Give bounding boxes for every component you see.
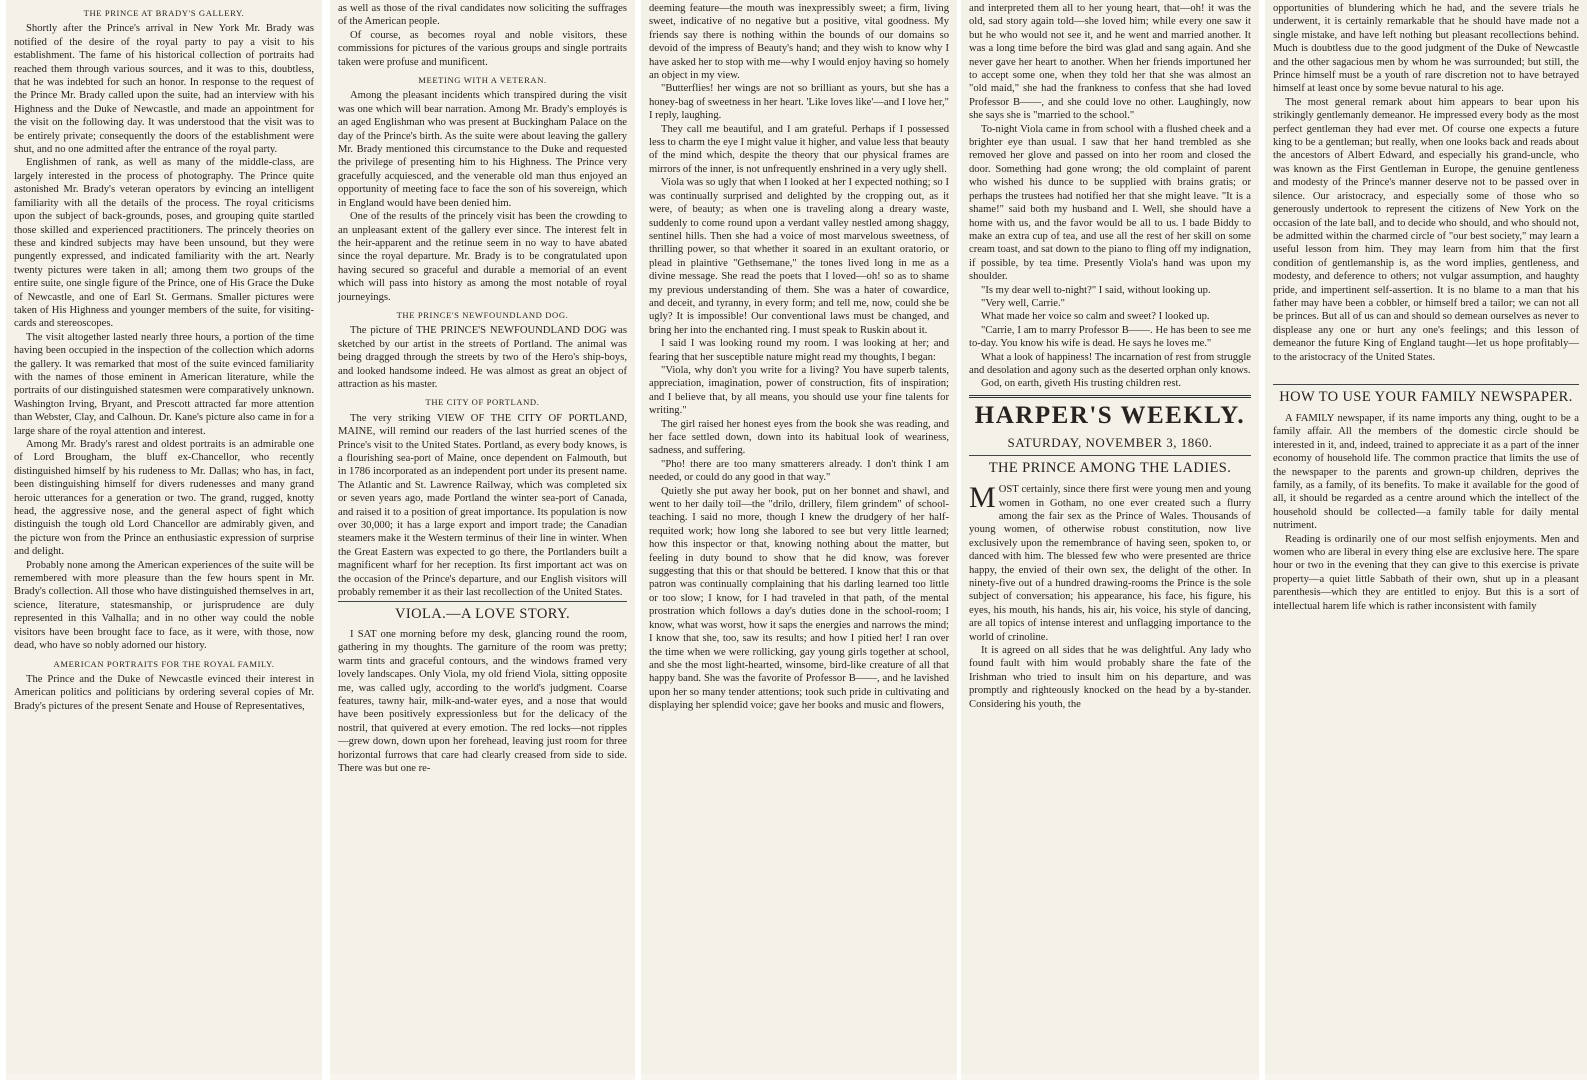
paragraph: What made her voice so calm and sweet? I looked up. <box>981 311 1210 323</box>
drop-cap: M <box>969 481 996 515</box>
paragraph-continued: as well as those of the rival candidates now soliciting the suffrages of the American people. <box>338 3 627 28</box>
divider <box>338 601 627 602</box>
paragraph: The most general remark about him appears to bear upon his strikingly gentlemanly demeanor. He impressed every body as the most perfect gentleman they had ever met. Of course one expects a future king to be a gentleman; but really, when one looks back and reads about the ancestors of Albert Edward, and especially his grand-uncle, who was known as the First Gentleman in Europe, the genuine gentleness and modesty of the Prince's manner deserve not to be passed over in silence. Our aristocracy, and especially some of those who so generously undertook to represent the citizens of New York on the occasion of the late ball, and to decide who should, and who should not, be admitted within the charmed circle of "our best society," may learn a useful lesson from him. They may learn from him that the first condition of gentlemanship is, as the word implies, gentleness, and modesty, and deference to others; not vulgar assumption, and haughty pride, and impertinent self-assertion. It is no blame to a man that his father may have been a cobbler, or himself bred a tailor; we can not all be princes. But all of us can and should so demean ourselves as never to displease any one or hurt any one's feelings; and this lesson of demeanor the future King of England taught—let us hope profitably—to the aristocracy of the United States. <box>1273 96 1579 363</box>
paragraph: Englishmen of rank, as well as many of the middle-class, are largely interested in the process of photography. The Prince quite astonished Mr. Brady's veteran operators by evincing an intelligent familiarity with all the details of the process. The royal criticisms upon the subject of back-grounds, poses, and grouping quite startled those skilled and experienced practitioners. The princely theories on these and kindred subjects may have been unsound, but they were pungently expressed, and indicated familiarity with the art. Nearly twenty pictures were taken in all; among them two groups of the entire suite, one single figure of the Prince, one of His Grace the Duke of Newcastle, and one of Earl St. Germans. Smaller pictures were taken of His Highness and younger members of the suite, for visiting-cards and stereoscopes. <box>14 157 314 330</box>
paragraph: "Carrie, I am to marry Professor B——. He has been to see me to-day. You know his wife is dead. He says he loves me." <box>969 324 1251 350</box>
divider <box>969 455 1251 456</box>
paragraph: I SAT one morning before my desk, glancing round the room, gathering in my thoughts. The garniture of the room was pretty; warm tints and graceful contours, and the windows framed very lovely landscapes. Only Viola, my old friend Viola, sitting opposite me, was called ugly, according to the world's judgment. Coarse features, tawny hair, milk-and-water eyes, and a nose that would have been positively expressionless but for the delicacy of the nostril, that quivered at every emotion. The red locks—not ripples—grew down, down upon her forehead, leaving just room for three horizontal furrows that care had clearly creased from side to side. There was but one re- <box>338 628 627 774</box>
column-5 <box>1265 0 1587 1074</box>
paragraph: Reading is ordinarily one of our most selfish enjoyments. Men and women who are liberal in every thing else are exclusive here. The spare hour or two in the evening that they can give to this exercise is private property—a quiet little Sabbath of their own, shut up in a pleasant parenthesis—which they are entitled to enjoy. But this is a sort of intellectual harem life which is rather inconsistent with family <box>1273 533 1579 612</box>
section-heading: AMERICAN PORTRAITS FOR THE ROYAL FAMILY. <box>53 658 275 669</box>
paragraph-continued: deeming feature—the mouth was inexpressibly sweet; a firm, living sweet, indicative of no negative but a positive, vital goodness. My friends say there is nothing within the bounds of our domains so devoid of the impress of Beauty's hand; and they wish to know why I have asked her to stop with me—why I would enjoy having so homely an object in my view. <box>649 3 949 82</box>
paragraph: I said I was looking round my room. I was looking at her; and fearing that her susceptible nature might read my thoughts, I began: <box>649 338 949 363</box>
paragraph: The picture of THE PRINCE'S NEWFOUNDLAND DOG was sketched by our artist in the streets of Portland. The animal was being dragged through the streets by two of the Hero's ship-boys, and looked handsome indeed. He was almost as great an object of attraction as his master. <box>338 325 627 390</box>
masthead: HARPER'S WEEKLY. <box>974 401 1246 429</box>
paragraph: "Butterflies! her wings are not so brilliant as yours, but she has a honey-bag of sweetness in her heart. 'Like loves like'—and I love her," I reply, laughing. <box>649 83 949 122</box>
spacer <box>1273 364 1579 382</box>
paragraph: "Viola, why don't you write for a living? You have superb talents, appreciation, imagination, power of construction, fits of inspiration; and I believe that, by all means, you should use your fine talents for writing." <box>649 364 949 417</box>
story-title: VIOLA.—A LOVE STORY. <box>394 606 571 623</box>
lead-paragraph <box>969 483 1251 644</box>
paragraph: The Prince and the Duke of Newcastle evinced their interest in American politics and politicians by ordering several copies of Mr. Brady's pictures of the present Senate and House of Representatives, <box>14 673 314 712</box>
paragraph: "Pho! there are too many smatterers already. I don't think I am needed, or could do any good in that way." <box>649 458 949 484</box>
paragraph: "Very well, Carrie." <box>981 297 1065 309</box>
paragraph: What a look of happiness! The incarnation of rest from struggle and desolation and agony such as the deserted orphan only knows. <box>969 351 1251 376</box>
paragraph: God, on earth, giveth His trusting children rest. <box>981 378 1182 390</box>
section-heading: MEETING WITH A VETERAN. <box>418 75 547 86</box>
paragraph: One of the results of the princely visit has been the crowding to an unpleasant extent of the gallery ever since. The interest felt in the heir-apparent and the retinue seem in no way to have abated since the royal departure. Mr. Brady is to be congratulated upon having secured so graceful and durable a memorial of an event which will pass into history as among the most notable of royal journeyings. <box>338 211 627 303</box>
paragraph-continued: and interpreted them all to her young heart, that—oh! it was the old, sad story again told—she loved him; while every one saw it but he who would not see it, and he went and married another. It was a long time before the bird was glad and sang again. And she never gave her heart to another. When her friends importuned her to accept some one, when they told her that she was almost an "old maid," she had the frankness to confess that she had loved Professor B——, and she could love no other. Laughingly, now she says she is "married to the school." <box>969 3 1251 122</box>
paragraph: The girl raised her honest eyes from the book she was reading, and her face settled down, down into its habitual look of weariness, sadness, and suffering. <box>649 418 949 457</box>
column-4 <box>961 0 1259 1074</box>
paragraph: To-night Viola came in from school with a flushed cheek and a brighter eye than usual. I saw that her hand trembled as she removed her glove and passed on into her room and closed the door. Something had gone wrong; the old complaint of parent who wished his dunce to be supplied with brains gratis; or perhaps the trustees had notified her that she might leave. "It is a shame!" said both my husband and I. Well, she should have a home with us, and the favor would be all to us. I bade Biddy to make an extra cup of tea, and use all the rest of her skill on some cream toast, and sat down to the piano to fling off my indignation, if possible, by tea time. Presently Viola's hand was upon my shoulder. <box>969 123 1251 283</box>
paragraph: Probably none among the American experiences of the suite will be remembered with more pleasure than the few hours spent in Mr. Brady's collection. All those who have distinguished themselves in art, science, literature, statesmanship, or jurisprudence are duly represented in this Valhalla; and in no other way could the noble visitors have been brought face to face, as it were, with those, now dead, who have so nobly adorned our history. <box>14 559 314 652</box>
paragraph: The very striking VIEW OF THE CITY OF PORTLAND, MAINE, will remind our readers of the last hurried scenes of the Prince's visit to the United States. Portland, as every body knows, is a flourishing sea-port of Maine, once dependent on Falmouth, but in 1786 incorporated as an independent port under its present name. The Atlantic and St. Lawrence Railway, which was completed six or seven years ago, made Portland the winter sea-port of Canada, and raised it to a position of great importance. Its population is now over 30,000; it has a large export and import trade; the Canadian steamers make it the Western terminus of their line in winter. When the Great Eastern was expected to go there, the Portlanders built a magnificent wharf for her reception. Its first important act was on the occasion of the Prince's departure, and our English visitors will probably remember it as their last recollection of the United States. <box>338 412 627 599</box>
paragraph: Viola was so ugly that when I looked at her I expected nothing; so I was continually surprised and delighted by the cropping out, as it were, of beauty; as when one is traveling along a dreary waste, suddenly to come round upon a verdant valley nestled among shaggy, sentinel hills. Then she had a voice of most marvelous sweetness, of thrilling power, so that whether it soared in an exultant oratorio, or plead in plaintive "Gethsemane," the tones lived long in me as a divine message. She read the poets that I loved—oh! so as to shame my previous understanding of them. She was a hater of cowardice, and deceit, and tyranny, in every form; and tell me, now, could she be ugly? It is impossible! Our conventional laws must be changed, and bring her into the enchanted ring. I must speak to Ruskin about it. <box>649 177 949 336</box>
column-gutter <box>322 0 330 1080</box>
article-headline: THE PRINCE AMONG THE LADIES. <box>988 460 1232 477</box>
paragraph: The visit altogether lasted nearly three hours, a portion of the time having been occupied in the inspection of the collection which adorns the gallery. It was remarked that most of the suite evinced familiarity with the names of those eminent in American literature, while the portraits of our distinguished statesmen were comparatively unknown. Washington Irving, Bryant, and Prescott attracted far more attention than Webster, Clay, and Calhoun. Dr. Kane's picture also came in for a large share of the royal attention and interest. <box>14 331 314 437</box>
paragraph: It is agreed on all sides that he was delightful. Any lady who found fault with him would probably share the fate of the Irishman who tried to insult him on his departure, and was promptly and righteously knocked on the head by a by-stander. Considering his youth, the <box>969 645 1251 710</box>
divider <box>1273 384 1579 385</box>
paragraph: Of course, as becomes royal and noble visitors, these commissions for pictures of the various groups and single portraits taken were profuse and munificent. <box>338 29 627 68</box>
article-headline: HOW TO USE YOUR FAMILY NEWSPAPER. <box>1279 388 1573 405</box>
paragraph: They call me beautiful, and I am grateful. Perhaps if I possessed less to charm the eye I might value it higher, and value less that beauty of the mind which, despite the theory that our physical frames are mirrors of the inner, is not unfrequently enshrined in a very ugly shell. <box>649 123 949 175</box>
paragraph: Shortly after the Prince's arrival in New York Mr. Brady was notified of the desire of the royal party to pay a visit to his establishment. The fame of his historical collection of portraits had reached them through various sources, and it was to this, doubtless, that he was indebted for such an honor. In response to the request of the Prince Mr. Brady called upon the suite, had an interview with his Highness and the Duke of Newcastle, and made an appointment for the visit on the following day. It was understood that the visit was to be entirely private; consequently the doors of the establishment were shut, and no one admitted after the entrance of the royal party. <box>14 23 314 156</box>
issue-dateline: SATURDAY, NOVEMBER 3, 1860. <box>1007 434 1213 450</box>
paragraph: "Is my dear well to-night?" I said, without looking up. <box>981 284 1211 296</box>
lead-paragraph-text: OST certainly, since there first were young men and young women in Gotham, no one ever created such a flurry among the fair sex as the Prince of Wales. Thousands of young women, of otherwise robust constitution, now live exclusively upon the remembrance of having seen, spoken to, or danced with him. The blessed few who were presented are thrice happy, the envied of their own sex, the delight of the other. In ninety-five out of a hundred drawing-rooms the Prince is the sole subject of conversation; his appearance, his face, his figure, his eyes, his mouth, his hands, his air, his voice, his style of dancing, are all topics of intense interest and unflagging importance to the world of crinoline. <box>969 484 1251 643</box>
paragraph: Among the pleasant incidents which transpired during the visit was one which will bear narration. Among Mr. Brady's employés is an aged Englishman who was present at Buckingham Palace on the day of the Prince's birth. As the suite were about leaving the gallery Mr. Brady mentioned this circumstance to the Duke and requested the privilege of presenting him to his Highness. The Prince very gracefully acquiesced, and the venerable old man thus enjoyed an opportunity of meeting face to face the son of his sovereign, which in England would have been denied him. <box>338 90 627 209</box>
section-heading: THE PRINCE AT BRADY'S GALLERY. <box>83 8 245 18</box>
double-divider <box>969 395 1251 398</box>
column-1 <box>6 0 322 1074</box>
section-heading: THE CITY OF PORTLAND. <box>425 397 540 408</box>
paragraph-continued: opportunities of blundering which he had, and the severe trials he underwent, it is certainly remarkable that he should have made not a single mistake, and have left nothing but pleasant recollections behind. Much is doubtless due to the good judgment of the Duke of Newcastle and the other sagacious men by whom he was surrounded; but still, the Prince himself must be a youth of rare discretion not to have betrayed himself at least once by some bevue natural to his age. <box>1273 3 1579 95</box>
paragraph: Quietly she put away her book, put on her bonnet and shawl, and went to her daily toil—the "drilo, drillery, filem grindem" of school-teaching. I said no more, though I knew the drudgery of her half-requited work; how long she labored to see but very little learned; how this inspector or that, knowing nothing about the matter, but feeling in duty bound to show that he did know, was forever suggesting that this or that should be bettered. I know that this or that patron was continually complaining that his darling learned too little or too slow; I know, for I had traveled in that path, of the mental prostration which follows a day's duties done in the school-room; I know, what was worst, how it saps the energies and narrows the mind; I know that she, too, saw its results; and how I pitied her! I ran over the time when we were rollicking, gay young girls together at school, and she the most light-hearted, winsome, bird-like creature of all that happy band. She was the favorite of Professor B——, and he lavished upon her so many tender attentions; took such pride in cultivating and displaying her splendid voice; gave her books and music and flowers, <box>649 485 949 712</box>
section-heading: THE PRINCE'S NEWFOUNDLAND DOG. <box>396 309 569 320</box>
paragraph: A FAMILY newspaper, if its name imports any thing, ought to be a family affair. All the members of the domestic circle should be interested in it, and, indeed, trained to appreciate it as a part of the inner economy of household life. The common practice that limits the use of the newspaper to the parents and grown-up children, deprives the family, as a family, of its benefits. To make it available for the good of all, it should be regarded as a centre around which the intellect of the household should be collected—a family table for daily mental nutriment. <box>1273 412 1579 532</box>
column-3 <box>641 0 957 1074</box>
column-2 <box>330 0 635 1074</box>
paragraph: Among Mr. Brady's rarest and oldest portraits is an admirable one of Lord Brougham, the bluff ex-Chancellor, who recently distinguished himself by his rudeness to Mr. Dallas; who has, in fact, been distinguishing himself for divers rudenesses and many grand heroic utterances for a generation or two. The grand, rugged, knotty head, the aggressive nose, and the general aspect of fight which distinguish the tough old Lord Chancellor are admirably given, and the picture won from the Prince an enthusiastic expression of surprise and delight. <box>14 439 314 558</box>
